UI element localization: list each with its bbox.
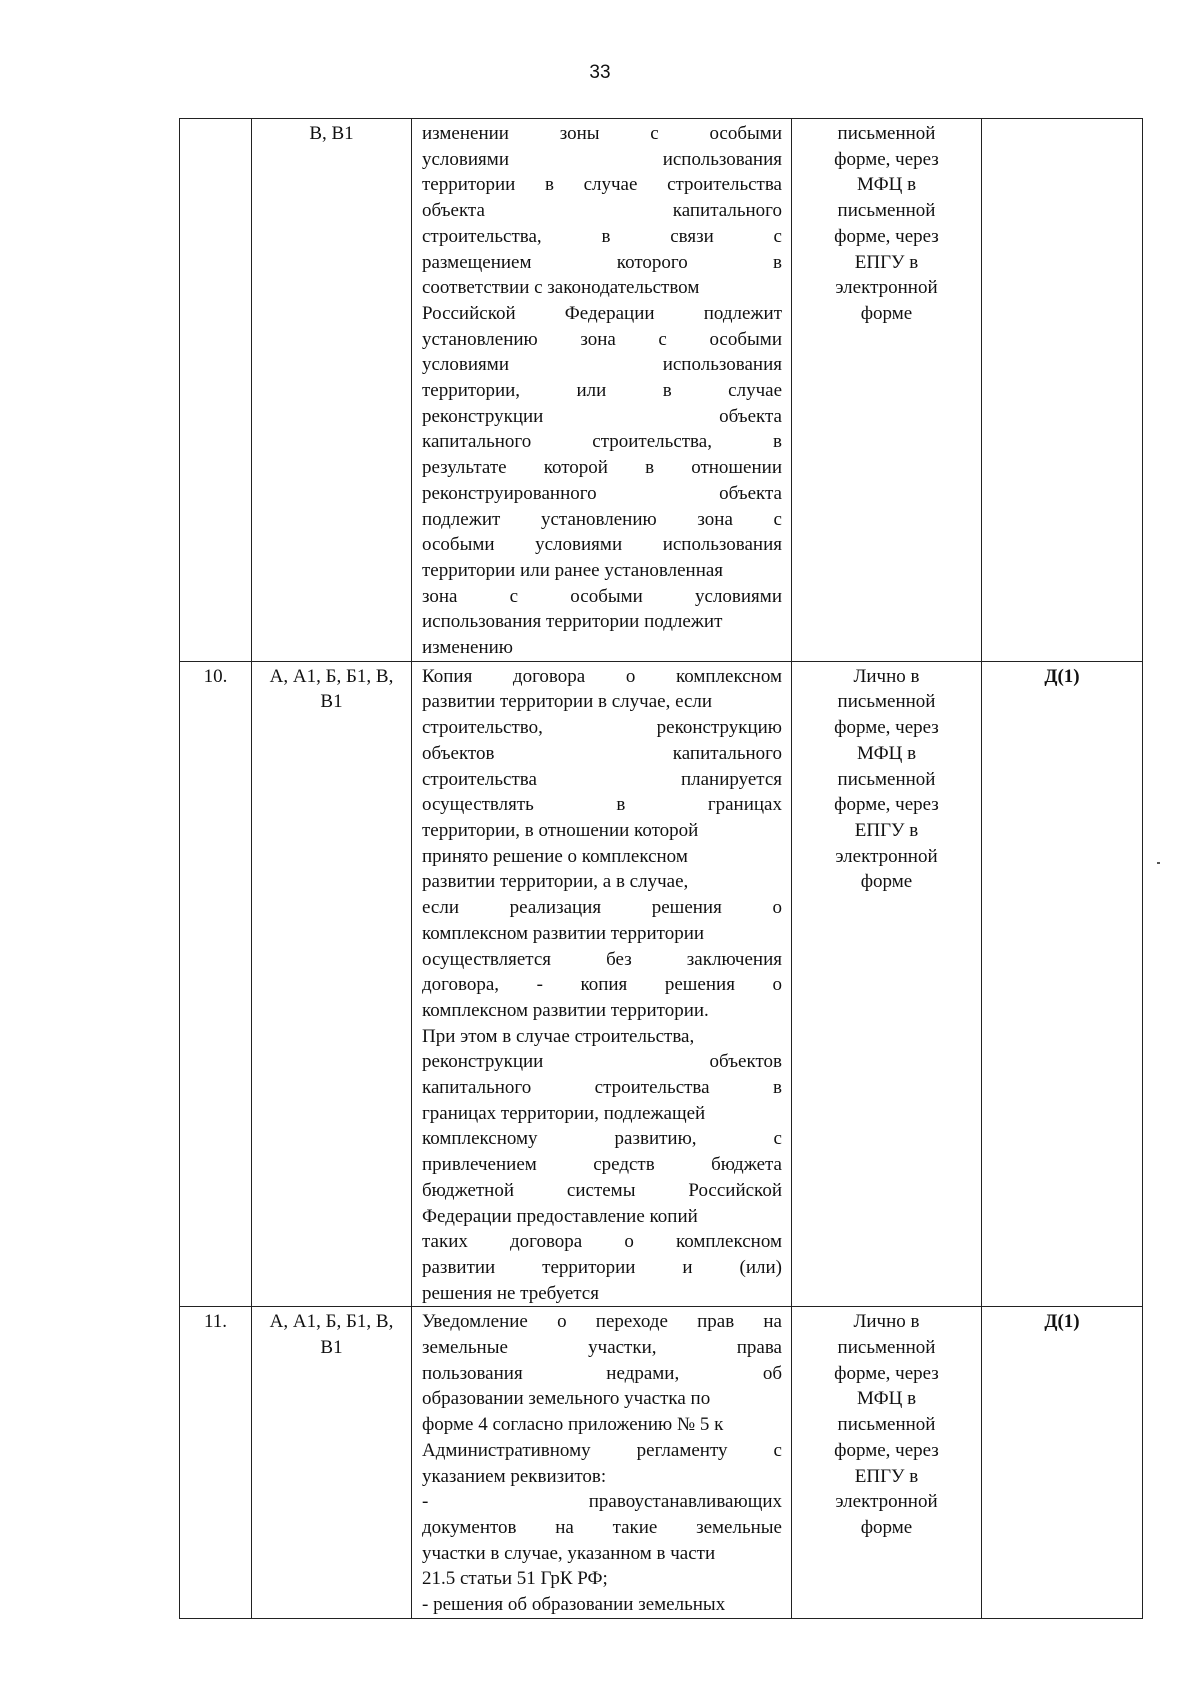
description-line: комплексном развитии территории: [422, 922, 705, 944]
description-line: 21.5 статьи 51 ГрК РФ;: [422, 1568, 608, 1590]
submission-method-line: письменной: [837, 200, 936, 222]
submission-method-line: ЕПГУ в: [854, 251, 919, 273]
description-line: Российской Федерации подлежит: [422, 302, 782, 324]
description-line: таких договора о комплексном: [422, 1231, 782, 1253]
description-line: комплексном развитии территории.: [422, 999, 709, 1021]
description-line: развитии территории, а в случае,: [422, 871, 689, 893]
submission-method-line: письменной: [837, 691, 936, 713]
submission-method-line: форме, через: [834, 148, 939, 170]
description-line: Федерации предоставление копий: [422, 1205, 698, 1227]
description-line: образовании земельного участка по: [422, 1388, 711, 1410]
description-line: условиями использования: [422, 354, 782, 376]
description-line: развитии территории в случае, если: [422, 691, 713, 713]
document-description-cell: [412, 661, 792, 1307]
submission-method-line: форме, через: [834, 225, 939, 247]
submission-method-line: форме: [860, 302, 913, 324]
description-line: строительство, реконструкцию: [422, 717, 782, 739]
description-line: - решения об образовании земельных: [422, 1594, 726, 1616]
document-code-cell: Д(1): [982, 1307, 1143, 1618]
description-line: капитального строительства в: [422, 1077, 782, 1099]
description-line: соответствии с законодательством: [422, 277, 700, 299]
description-line: использования территории подлежит: [422, 611, 723, 633]
submission-method-cell: [792, 661, 982, 1307]
description-line: развитии территории и (или): [422, 1256, 782, 1278]
description-line: капитального строительства, в: [422, 431, 782, 453]
description-line: Уведомление о переходе прав на: [422, 1311, 782, 1333]
submission-method-cell: [792, 119, 982, 662]
submission-method-line: электронной: [835, 845, 938, 867]
description-line: При этом в случае строительства,: [422, 1025, 695, 1047]
description-line: участки в случае, указанном в части: [422, 1542, 716, 1564]
document-code-cell: [982, 119, 1143, 662]
applicant-categories-cell: А, А1, Б, Б1, В, В1: [252, 661, 412, 1307]
description-line: - правоустанавливающих: [422, 1491, 782, 1513]
submission-method-line: форме, через: [834, 1362, 939, 1384]
submission-method-line: ЕПГУ в: [854, 1465, 919, 1487]
description-line: подлежит установлению зона с: [422, 508, 782, 530]
description-line: границах территории, подлежащей: [422, 1102, 706, 1124]
submission-method-line: электронной: [835, 277, 938, 299]
submission-method-line: письменной: [837, 123, 936, 144]
table-row: [180, 1307, 1143, 1618]
page-number: 33: [589, 62, 611, 83]
submission-method-line: ЕПГУ в: [854, 819, 919, 841]
table-row: [180, 661, 1143, 1307]
description-line: форме 4 согласно приложению № 5 к: [422, 1414, 724, 1436]
applicant-categories-cell: А, А1, Б, Б1, В, В1: [252, 1307, 412, 1618]
document-code-cell: Д(1): [982, 661, 1143, 1307]
document-description-cell: [412, 119, 792, 662]
description-line: территории или ранее установленная: [422, 559, 724, 581]
description-line: территории, или в случае: [422, 380, 782, 402]
submission-method-line: форме, через: [834, 717, 939, 739]
submission-method-line: электронной: [835, 1491, 938, 1513]
description-line: особыми условиями использования: [422, 534, 782, 556]
description-line: земельные участки, права: [422, 1337, 782, 1359]
documents-table: [179, 118, 1143, 1619]
submission-method-line: МФЦ в: [856, 742, 917, 764]
description-line: Копия договора о комплексном: [422, 665, 782, 687]
description-line: пользования недрами, об: [422, 1362, 782, 1384]
description-line: Административному регламенту с: [422, 1439, 782, 1461]
description-line: принято решение о комплексном: [422, 845, 688, 867]
description-line: изменению: [422, 637, 513, 659]
description-line: договора, - копия решения о: [422, 974, 782, 996]
submission-method-line: письменной: [837, 768, 936, 790]
description-line: реконструированного объекта: [422, 482, 782, 504]
description-line: решения не требуется: [422, 1282, 599, 1304]
submission-method-line: форме: [860, 1516, 913, 1538]
document-description-cell: [412, 1307, 792, 1618]
description-line: строительства, в связи с: [422, 225, 782, 247]
submission-method-line: письменной: [837, 1337, 936, 1359]
description-line: осуществляется без заключения: [422, 948, 782, 970]
description-line: территории, в отношении которой: [422, 819, 699, 841]
description-line: указанием реквизитов:: [422, 1465, 607, 1487]
description-line: объекта капитального: [422, 200, 782, 222]
description-line: документов на такие земельные: [422, 1516, 782, 1538]
submission-method-line: МФЦ в: [856, 1388, 917, 1410]
scan-speck: [1157, 862, 1160, 864]
submission-method-line: форме, через: [834, 794, 939, 816]
description-line: установлению зона с особыми: [422, 328, 782, 350]
submission-method-line: МФЦ в: [856, 174, 917, 196]
table-row: [180, 119, 1143, 662]
description-line: результате которой в отношении: [422, 457, 782, 479]
description-line: комплексному развитию, с: [422, 1128, 782, 1150]
row-number-cell: [180, 119, 252, 662]
applicant-categories-cell: В, В1: [252, 119, 412, 662]
description-line: строительства планируется: [422, 768, 782, 790]
description-line: реконструкции объектов: [422, 1051, 782, 1073]
submission-method-line: Лично в: [853, 1311, 920, 1333]
row-number-cell: 10.: [180, 661, 252, 1307]
submission-method-line: форме: [860, 871, 913, 893]
description-line: условиями использования: [422, 148, 782, 170]
description-line: территории в случае строительства: [422, 174, 782, 196]
submission-method-line: Лично в: [853, 665, 920, 687]
description-line: осуществлять в границах: [422, 794, 782, 816]
description-line: размещением которого в: [422, 251, 782, 273]
description-line: зона с особыми условиями: [422, 585, 782, 607]
row-number-cell: 11.: [180, 1307, 252, 1618]
submission-method-line: форме, через: [834, 1439, 939, 1461]
description-line: если реализация решения о: [422, 897, 782, 919]
submission-method-line: письменной: [837, 1414, 936, 1436]
description-line: объектов капитального: [422, 742, 782, 764]
description-line: привлечением средств бюджета: [422, 1154, 782, 1176]
description-line: изменении зоны с особыми: [422, 123, 782, 144]
submission-method-cell: [792, 1307, 982, 1618]
description-line: бюджетной системы Российской: [422, 1179, 782, 1201]
description-line: реконструкции объекта: [422, 405, 782, 427]
